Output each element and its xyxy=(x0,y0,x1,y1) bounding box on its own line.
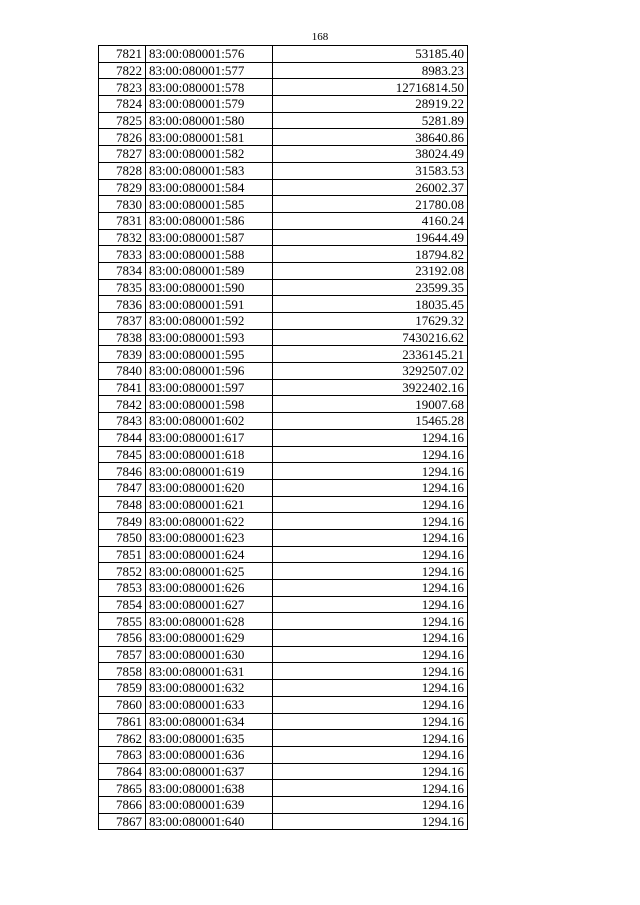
table-row xyxy=(99,379,468,396)
row-number-cell: 7856 xyxy=(99,630,146,647)
cadastral-number-cell: 83:00:080001:636 xyxy=(146,746,273,763)
row-number-cell: 7830 xyxy=(99,196,146,213)
row-number-cell: 7865 xyxy=(99,780,146,797)
table-row xyxy=(99,780,468,797)
value-cell: 1294.16 xyxy=(273,563,468,580)
cadastral-number-cell: 83:00:080001:581 xyxy=(146,129,273,146)
table-row xyxy=(99,296,468,313)
cadastral-number-cell: 83:00:080001:639 xyxy=(146,796,273,813)
cadastral-number-cell: 83:00:080001:620 xyxy=(146,479,273,496)
value-cell: 38024.49 xyxy=(273,146,468,163)
row-number-cell: 7853 xyxy=(99,580,146,597)
row-number-cell: 7844 xyxy=(99,429,146,446)
row-number-cell: 7832 xyxy=(99,229,146,246)
value-cell: 1294.16 xyxy=(273,546,468,563)
value-cell: 12716814.50 xyxy=(273,79,468,96)
table-row xyxy=(99,713,468,730)
table-row xyxy=(99,313,468,330)
table-row xyxy=(99,613,468,630)
cadastral-number-cell: 83:00:080001:602 xyxy=(146,413,273,430)
cadastral-number-cell: 83:00:080001:634 xyxy=(146,713,273,730)
table-row xyxy=(99,46,468,63)
value-cell: 1294.16 xyxy=(273,813,468,830)
value-cell: 23192.08 xyxy=(273,262,468,279)
cadastral-number-cell: 83:00:080001:577 xyxy=(146,62,273,79)
cadastral-number-cell: 83:00:080001:582 xyxy=(146,146,273,163)
table-row xyxy=(99,796,468,813)
cadastral-number-cell: 83:00:080001:576 xyxy=(146,46,273,63)
value-cell: 1294.16 xyxy=(273,646,468,663)
value-cell: 28919.22 xyxy=(273,96,468,113)
page-number: 168 xyxy=(311,31,329,43)
row-number-cell: 7833 xyxy=(99,246,146,263)
value-cell: 1294.16 xyxy=(273,713,468,730)
row-number-cell: 7835 xyxy=(99,279,146,296)
cadastral-number-cell: 83:00:080001:640 xyxy=(146,813,273,830)
value-cell: 21780.08 xyxy=(273,196,468,213)
table-row xyxy=(99,162,468,179)
cadastral-number-cell: 83:00:080001:624 xyxy=(146,546,273,563)
table-row xyxy=(99,262,468,279)
value-cell: 1294.16 xyxy=(273,479,468,496)
cadastral-number-cell: 83:00:080001:635 xyxy=(146,730,273,747)
row-number-cell: 7842 xyxy=(99,396,146,413)
table-row xyxy=(99,179,468,196)
cadastral-number-cell: 83:00:080001:586 xyxy=(146,212,273,229)
table-row xyxy=(99,96,468,113)
table-row xyxy=(99,596,468,613)
table-row xyxy=(99,446,468,463)
table-row xyxy=(99,363,468,380)
row-number-cell: 7829 xyxy=(99,179,146,196)
cadastral-number-cell: 83:00:080001:621 xyxy=(146,496,273,513)
cadastral-number-cell: 83:00:080001:618 xyxy=(146,446,273,463)
cadastral-number-cell: 83:00:080001:593 xyxy=(146,329,273,346)
table-row xyxy=(99,196,468,213)
value-cell: 2336145.21 xyxy=(273,346,468,363)
cadastral-number-cell: 83:00:080001:622 xyxy=(146,513,273,530)
cadastral-number-cell: 83:00:080001:584 xyxy=(146,179,273,196)
cadastral-number-cell: 83:00:080001:637 xyxy=(146,763,273,780)
table-row xyxy=(99,279,468,296)
row-number-cell: 7837 xyxy=(99,313,146,330)
cadastral-number-cell: 83:00:080001:638 xyxy=(146,780,273,797)
row-number-cell: 7826 xyxy=(99,129,146,146)
row-number-cell: 7864 xyxy=(99,763,146,780)
cadastral-number-cell: 83:00:080001:626 xyxy=(146,580,273,597)
row-number-cell: 7852 xyxy=(99,563,146,580)
cadastral-number-cell: 83:00:080001:633 xyxy=(146,696,273,713)
table-row xyxy=(99,329,468,346)
row-number-cell: 7834 xyxy=(99,262,146,279)
value-cell: 7430216.62 xyxy=(273,329,468,346)
value-cell: 1294.16 xyxy=(273,630,468,647)
row-number-cell: 7823 xyxy=(99,79,146,96)
value-cell: 3292507.02 xyxy=(273,363,468,380)
cadastral-number-cell: 83:00:080001:598 xyxy=(146,396,273,413)
value-cell: 4160.24 xyxy=(273,212,468,229)
value-cell: 19644.49 xyxy=(273,229,468,246)
cadastral-number-cell: 83:00:080001:579 xyxy=(146,96,273,113)
row-number-cell: 7843 xyxy=(99,413,146,430)
row-number-cell: 7846 xyxy=(99,463,146,480)
row-number-cell: 7859 xyxy=(99,680,146,697)
row-number-cell: 7849 xyxy=(99,513,146,530)
table-row xyxy=(99,62,468,79)
table-row xyxy=(99,229,468,246)
value-cell: 1294.16 xyxy=(273,596,468,613)
cadastral-number-cell: 83:00:080001:589 xyxy=(146,262,273,279)
cadastral-number-cell: 83:00:080001:629 xyxy=(146,630,273,647)
table-row xyxy=(99,79,468,96)
table-row xyxy=(99,763,468,780)
row-number-cell: 7866 xyxy=(99,796,146,813)
value-cell: 18035.45 xyxy=(273,296,468,313)
table-row xyxy=(99,813,468,830)
row-number-cell: 7855 xyxy=(99,613,146,630)
row-number-cell: 7857 xyxy=(99,646,146,663)
cadastral-number-cell: 83:00:080001:590 xyxy=(146,279,273,296)
cadastral-number-cell: 83:00:080001:595 xyxy=(146,346,273,363)
value-cell: 23599.35 xyxy=(273,279,468,296)
table-row xyxy=(99,496,468,513)
row-number-cell: 7821 xyxy=(99,46,146,63)
cadastral-number-cell: 83:00:080001:632 xyxy=(146,680,273,697)
value-cell: 17629.32 xyxy=(273,313,468,330)
value-cell: 1294.16 xyxy=(273,680,468,697)
cadastral-number-cell: 83:00:080001:625 xyxy=(146,563,273,580)
cadastral-number-cell: 83:00:080001:588 xyxy=(146,246,273,263)
value-cell: 1294.16 xyxy=(273,513,468,530)
cadastral-number-cell: 83:00:080001:585 xyxy=(146,196,273,213)
row-number-cell: 7851 xyxy=(99,546,146,563)
cadastral-number-cell: 83:00:080001:597 xyxy=(146,379,273,396)
row-number-cell: 7825 xyxy=(99,112,146,129)
row-number-cell: 7867 xyxy=(99,813,146,830)
table-row xyxy=(99,746,468,763)
value-cell: 53185.40 xyxy=(273,46,468,63)
cadastral-number-cell: 83:00:080001:587 xyxy=(146,229,273,246)
table-row xyxy=(99,630,468,647)
value-cell: 1294.16 xyxy=(273,496,468,513)
row-number-cell: 7840 xyxy=(99,363,146,380)
table-row xyxy=(99,129,468,146)
row-number-cell: 7836 xyxy=(99,296,146,313)
table-row xyxy=(99,463,468,480)
value-cell: 1294.16 xyxy=(273,730,468,747)
row-number-cell: 7822 xyxy=(99,62,146,79)
value-cell: 1294.16 xyxy=(273,613,468,630)
table-row xyxy=(99,479,468,496)
value-cell: 15465.28 xyxy=(273,413,468,430)
value-cell: 1294.16 xyxy=(273,780,468,797)
table-row xyxy=(99,429,468,446)
cadastral-number-cell: 83:00:080001:583 xyxy=(146,162,273,179)
value-cell: 1294.16 xyxy=(273,746,468,763)
value-cell: 8983.23 xyxy=(273,62,468,79)
row-number-cell: 7848 xyxy=(99,496,146,513)
table-row xyxy=(99,663,468,680)
cadastral-number-cell: 83:00:080001:627 xyxy=(146,596,273,613)
cadastral-number-cell: 83:00:080001:623 xyxy=(146,529,273,546)
value-cell: 1294.16 xyxy=(273,429,468,446)
cadastral-number-cell: 83:00:080001:580 xyxy=(146,112,273,129)
table-row xyxy=(99,246,468,263)
value-cell: 1294.16 xyxy=(273,696,468,713)
table-body xyxy=(99,46,468,830)
value-cell: 1294.16 xyxy=(273,763,468,780)
table-row xyxy=(99,546,468,563)
row-number-cell: 7847 xyxy=(99,479,146,496)
cadastral-number-cell: 83:00:080001:596 xyxy=(146,363,273,380)
cadastral-number-cell: 83:00:080001:591 xyxy=(146,296,273,313)
value-cell: 1294.16 xyxy=(273,580,468,597)
row-number-cell: 7860 xyxy=(99,696,146,713)
value-cell: 1294.16 xyxy=(273,663,468,680)
row-number-cell: 7861 xyxy=(99,713,146,730)
table-row xyxy=(99,112,468,129)
table-row xyxy=(99,730,468,747)
value-cell: 1294.16 xyxy=(273,796,468,813)
table-row xyxy=(99,413,468,430)
row-number-cell: 7862 xyxy=(99,730,146,747)
value-cell: 26002.37 xyxy=(273,179,468,196)
value-cell: 31583.53 xyxy=(273,162,468,179)
table-row xyxy=(99,563,468,580)
row-number-cell: 7827 xyxy=(99,146,146,163)
row-number-cell: 7850 xyxy=(99,529,146,546)
row-number-cell: 7828 xyxy=(99,162,146,179)
table-row xyxy=(99,680,468,697)
table-row xyxy=(99,646,468,663)
row-number-cell: 7824 xyxy=(99,96,146,113)
table-row xyxy=(99,529,468,546)
row-number-cell: 7858 xyxy=(99,663,146,680)
cadastral-number-cell: 83:00:080001:578 xyxy=(146,79,273,96)
value-cell: 3922402.16 xyxy=(273,379,468,396)
row-number-cell: 7845 xyxy=(99,446,146,463)
row-number-cell: 7838 xyxy=(99,329,146,346)
value-cell: 18794.82 xyxy=(273,246,468,263)
table-row xyxy=(99,146,468,163)
cadastral-number-cell: 83:00:080001:617 xyxy=(146,429,273,446)
value-cell: 1294.16 xyxy=(273,529,468,546)
cadastral-number-cell: 83:00:080001:631 xyxy=(146,663,273,680)
value-cell: 19007.68 xyxy=(273,396,468,413)
value-cell: 38640.86 xyxy=(273,129,468,146)
row-number-cell: 7854 xyxy=(99,596,146,613)
cadastral-table xyxy=(98,45,468,830)
table-row xyxy=(99,212,468,229)
cadastral-number-cell: 83:00:080001:619 xyxy=(146,463,273,480)
value-cell: 5281.89 xyxy=(273,112,468,129)
value-cell: 1294.16 xyxy=(273,446,468,463)
row-number-cell: 7841 xyxy=(99,379,146,396)
row-number-cell: 7839 xyxy=(99,346,146,363)
table-row xyxy=(99,696,468,713)
cadastral-number-cell: 83:00:080001:628 xyxy=(146,613,273,630)
table-row xyxy=(99,346,468,363)
cadastral-number-cell: 83:00:080001:630 xyxy=(146,646,273,663)
value-cell: 1294.16 xyxy=(273,463,468,480)
cadastral-number-cell: 83:00:080001:592 xyxy=(146,313,273,330)
table-row xyxy=(99,396,468,413)
table-row xyxy=(99,580,468,597)
table-row xyxy=(99,513,468,530)
row-number-cell: 7863 xyxy=(99,746,146,763)
row-number-cell: 7831 xyxy=(99,212,146,229)
